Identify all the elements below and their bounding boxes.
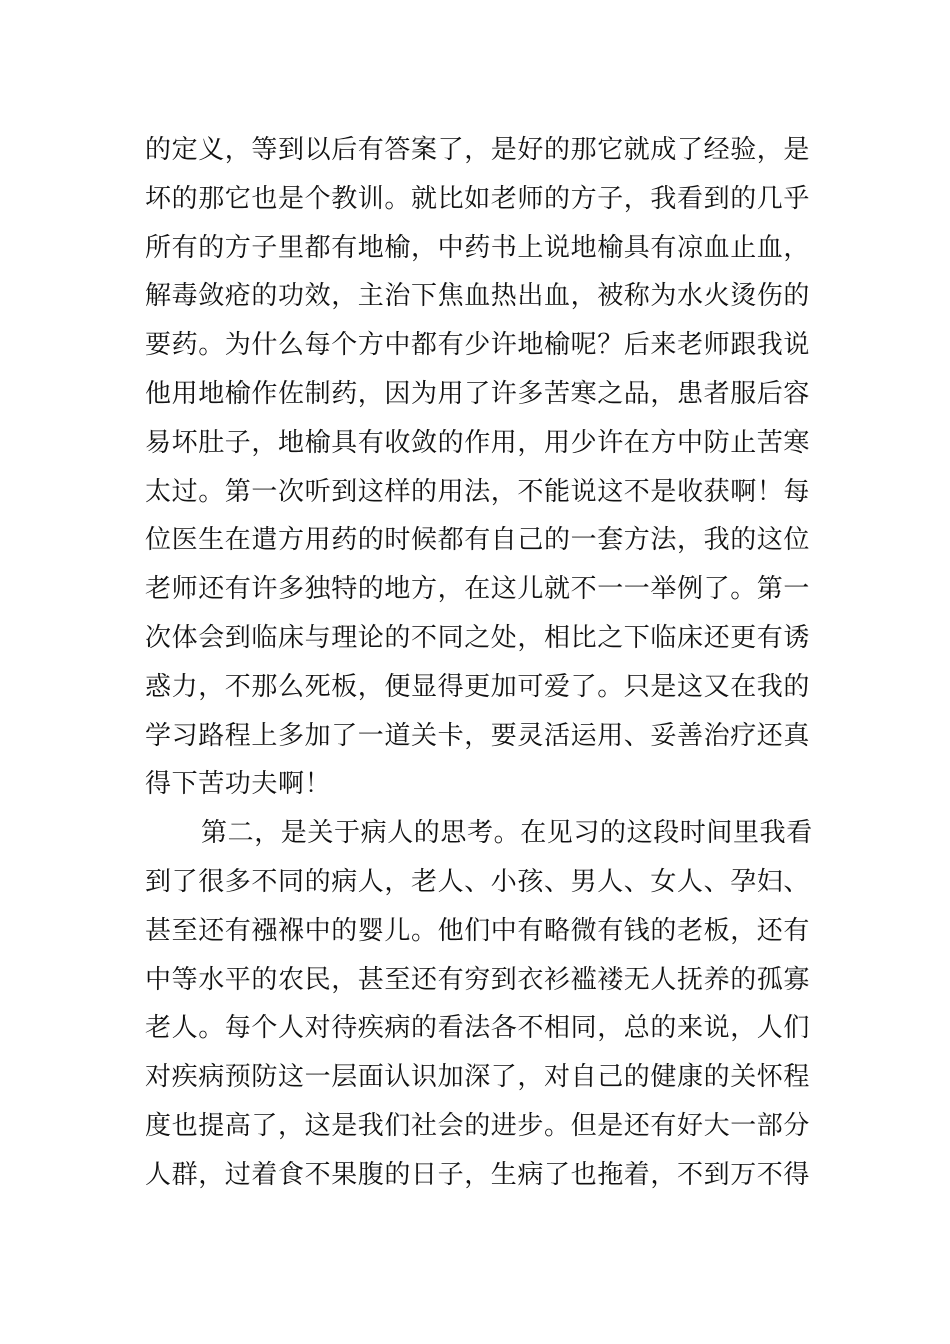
paragraph-start-line: 第二，是关于病人的思考。在见习的这段时间里我看 <box>201 818 813 849</box>
text-line: 对疾病预防这一层面认识加深了，对自己的健康的关怀程 <box>145 1062 811 1093</box>
text-line: 甚至还有襁褓中的婴儿。他们中有略微有钱的老板，还有 <box>145 915 811 946</box>
text-line: 所有的方子里都有地榆，中药书上说地榆具有凉血止血， <box>145 232 811 263</box>
text-line: 中等水平的农民，甚至还有穷到衣衫褴褛无人抚养的孤寡 <box>145 964 811 995</box>
text-line: 要药。为什么每个方中都有少许地榆呢？后来老师跟我说 <box>145 330 811 361</box>
body-text <box>145 126 813 1200</box>
text-line: 人群，过着食不果腹的日子，生病了也拖着，不到万不得 <box>145 1159 811 1190</box>
text-line: 的定义，等到以后有答案了，是好的那它就成了经验，是 <box>145 135 811 165</box>
text-line: 老师还有许多独特的地方，在这儿就不一一举例了。第一 <box>145 574 811 605</box>
text-line: 次体会到临床与理论的不同之处，相比之下临床还更有诱 <box>145 622 811 653</box>
text-line: 到了很多不同的病人，老人、小孩、男人、女人、孕妇、 <box>145 866 811 897</box>
text-line: 他用地榆作佐制药，因为用了许多苦寒之品，患者服后容 <box>145 378 811 409</box>
text-line: 易坏肚子，地榆具有收敛的作用，用少许在方中防止苦寒 <box>145 427 811 458</box>
text-line: 太过。第一次听到这样的用法，不能说这不是收获啊！每 <box>145 476 811 507</box>
text-line: 学习路程上多加了一道关卡，要灵活运用、妥善治疗还真 <box>145 720 811 751</box>
text-line: 度也提高了，这是我们社会的进步。但是还有好大一部分 <box>145 1110 811 1141</box>
text-line: 得下苦功夫啊！ <box>145 769 332 800</box>
text-line: 坏的那它也是个教训。就比如老师的方子，我看到的几乎 <box>145 183 811 214</box>
text-line: 老人。每个人对待疾病的看法各不相同，总的来说，人们 <box>145 1013 811 1044</box>
text-line: 位医生在遣方用药的时候都有自己的一套方法，我的这位 <box>145 525 811 556</box>
text-line: 惑力，不那么死板，便显得更加可爱了。只是这又在我的 <box>145 671 811 702</box>
text-line: 解毒敛疮的功效，主治下焦血热出血，被称为水火烫伤的 <box>145 281 811 312</box>
